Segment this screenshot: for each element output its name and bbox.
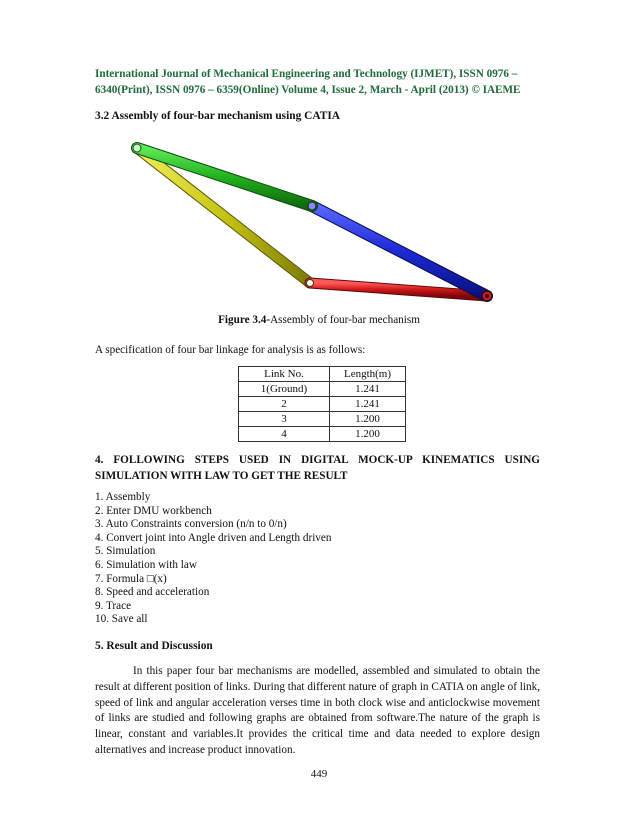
pivot-middle: [308, 202, 316, 210]
figure-caption-label: Figure 3.4-: [218, 314, 271, 326]
journal-header-line-2: 6340(Print), ISSN 0976 – 6359(Online) Volume 4, Issue 2, March - April (2013) © IAEME: [95, 84, 521, 96]
spec-header-length: Length(m): [330, 367, 406, 382]
list-item: 8. Speed and acceleration: [95, 586, 210, 599]
figure-caption: [0, 314, 638, 326]
spec-cell-length: 1.241: [330, 382, 406, 397]
spec-cell-length: 1.200: [330, 412, 406, 427]
list-item: 6. Simulation with law: [95, 558, 197, 571]
list-item: 3. Auto Constraints conversion (n/n to 0/n): [95, 518, 287, 531]
spec-cell-link: 1(Ground): [239, 382, 330, 397]
spec-header-link: Link No.: [239, 367, 330, 382]
spec-table-header-row: [239, 367, 406, 382]
journal-header-line-1: International Journal of Mechanical Engineering and Technology (IJMET), ISSN 0976 –: [95, 68, 518, 80]
table-row: [239, 427, 406, 442]
list-item: 4. Convert joint into Angle driven and Length driven: [95, 531, 332, 544]
list-item: 7. Formula □(x): [95, 572, 167, 585]
table-row: [239, 412, 406, 427]
table-row: [239, 382, 406, 397]
results-paragraph: In this paper four bar mechanisms are modelled, assembled and simulated to obtain the result at different position of links. During that different nature of graph in CATIA on angle of link, speed of link and angular acceleration verses time in both clock wise and anticlockwise movement of links are studied and following graphs are obtained from software.The nature of the graph is linear, constant and variables.It provides the critical time and data needed to explore design alternatives and increase product innovation.: [95, 665, 540, 756]
journal-header: [95, 66, 545, 98]
list-item: 1. Assembly: [95, 491, 151, 503]
table-row: [239, 397, 406, 412]
section-title-assembly: 3.2 Assembly of four-bar mechanism using CATIA: [95, 110, 341, 122]
spec-cell-link: 4: [239, 427, 330, 442]
link-yellow-face: [137, 148, 310, 283]
steps-list: [95, 491, 331, 627]
list-item: 10. Save all: [95, 613, 148, 626]
spec-cell-length: 1.241: [330, 397, 406, 412]
spec-cell-link: 2: [239, 397, 330, 412]
section-title-results: 5. Result and Discussion: [95, 640, 213, 652]
link-green-face: [137, 148, 312, 206]
four-bar-mechanism-figure: [120, 130, 510, 310]
list-item: 2. Enter DMU workbench: [95, 504, 212, 517]
figure-caption-text: Assembly of four-bar mechanism: [270, 314, 420, 326]
list-item: 9. Trace: [95, 599, 132, 612]
spec-intro: A specification of four bar linkage for analysis is as follows:: [95, 344, 366, 356]
spec-cell-length: 1.200: [330, 427, 406, 442]
pivot-right-inner: [485, 294, 489, 298]
pivot-lower-middle: [307, 280, 314, 287]
section-title-steps: 4. FOLLOWING STEPS USED IN DIGITAL MOCK-UP KINEMATICS USING SIMULATION WITH LAW TO GET THE RESULT: [95, 454, 540, 482]
spec-cell-link: 3: [239, 412, 330, 427]
page-number: 449: [310, 768, 328, 780]
list-item: 5. Simulation: [95, 545, 156, 558]
pivot-top-left: [133, 144, 141, 152]
spec-table: [238, 366, 406, 442]
